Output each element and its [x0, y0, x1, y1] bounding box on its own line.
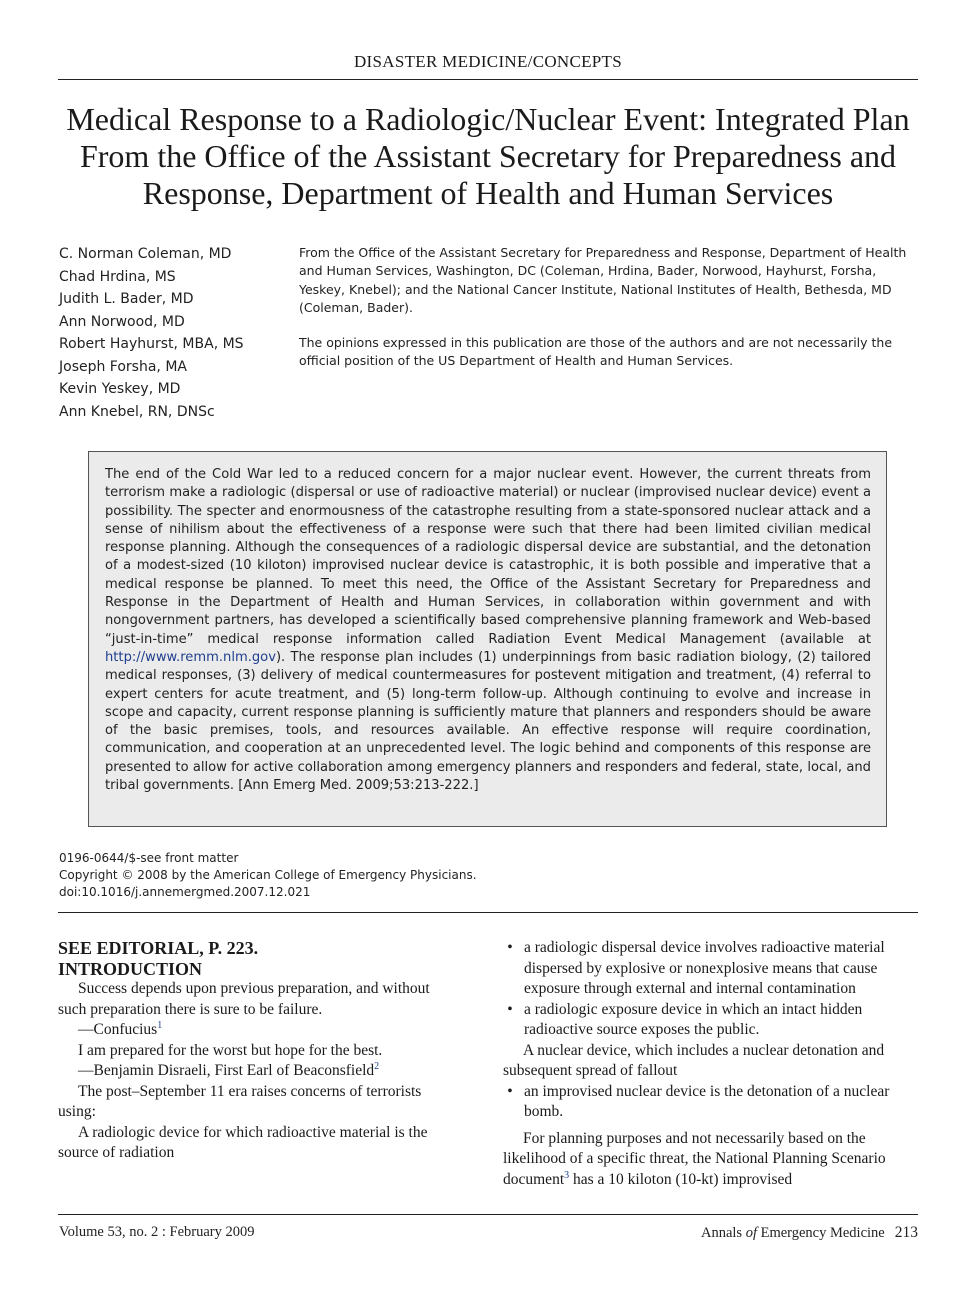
see-editorial-link[interactable]: SEE EDITORIAL, P. 223.: [58, 938, 259, 958]
journal-info: [701, 1224, 918, 1242]
section-label: DISASTER MEDICINE/CONCEPTS: [353, 52, 622, 71]
article-title: Medical Response to a Radiologic/Nuclear Event: Integrated Plan From the Office of the Assistant Secretary for Preparedness and Response, Department of Health and Human Services: [66, 101, 910, 211]
body-paragraph: A nuclear device, which includes a nuclear detonation and subsequent spread of fallout: [503, 1041, 885, 1079]
author: Joseph Forsha, MA: [59, 358, 187, 375]
disclaimer-text: The opinions expressed in this publication are those of the authors and are not necessarily the official position of the US Department of Health and Human Services.: [299, 335, 893, 369]
paragraph-text: For planning purposes and not necessarily based on the likelihood of a specific threat, the National Planning Scenario document: [503, 1129, 886, 1188]
author: Ann Knebel, RN, DNSc: [59, 403, 215, 420]
bullet-icon: •: [507, 939, 513, 956]
volume-info: Volume 53, no. 2 : February 2009: [59, 1224, 255, 1240]
bullet-icon: •: [507, 1082, 513, 1100]
author: Judith L. Bader, MD: [59, 291, 194, 307]
journal-name-part: Emergency Medicine: [756, 1225, 885, 1241]
right-column: [503, 938, 903, 1190]
author: Kevin Yeskey, MD: [59, 381, 181, 397]
remm-link[interactable]: http://www.remm.nlm.gov: [105, 649, 276, 665]
bullet-text: a radiologic dispersal device involves radioactive material dispersed by explosive or nonexplosive means that cause exposure through external and internal contamination: [524, 939, 885, 997]
doi-line: doi:10.1016/j.annemergmed.2007.12.021: [59, 884, 311, 899]
body-paragraph: [503, 1129, 903, 1191]
abstract-text-part1: The end of the Cold War led to a reduced concern for a major nuclear event. However, the current threats from terrorism make a radiologic (dispersal or use of radioactive material) or nuclear (improvised nuclear device) event a possibility. The specter and enormousness of the catastrophe resulting from a state-sponsored nuclear attack and a sense of nihilism about the effectiveness of a response were such that there had been limited civilian medical response planning. Although the consequences of a radiologic dispersal device are substantial, and the detonation of a modest-sized (10 kiloton) improvised nuclear device is catastrophic, it is both possible and imperative that a medical response be planned. To meet this need, the Office of the Assistant Secretary for Preparedness and Response in the Department of Health and Human Services, in collaboration within government and with nongovernment partners, has developed a scientifically based comprehensive planning framework and Web-based “just-in-time” medical response information called Radiation Event Medical Management (available at: [105, 467, 871, 647]
affiliation-text: From the Office of the Assistant Secretary for Preparedness and Response, Department of Health and Human Services, Washington, DC (Coleman, Hrdina, Bader, Norwood, Hayhurst, Forsha, Yeskey, Knebel); and the National Cancer Institute, National Institutes of Health, Bethesda, MD (Coleman, Bader).: [299, 245, 907, 315]
paragraph-text: has a 10 kiloton (10-kt) improvised: [569, 1170, 793, 1188]
introduction-heading: INTRODUCTION: [58, 958, 203, 979]
reference-marker[interactable]: 2: [374, 1060, 380, 1072]
abstract-box: [88, 451, 887, 827]
quote-attribution: [58, 1061, 450, 1082]
bullet-item: [503, 1000, 903, 1041]
bullet-item: [503, 938, 903, 1000]
reference-marker[interactable]: 3: [564, 1169, 570, 1181]
header-rule: [58, 79, 918, 80]
journal-name-of: of: [745, 1225, 757, 1241]
front-matter: [59, 850, 559, 900]
bullet-icon: •: [507, 1000, 513, 1018]
bullet-item: [503, 1082, 903, 1123]
quote-confucius: Success depends upon previous preparation, and without such preparation there is sure to be failure.: [58, 980, 430, 1018]
body-paragraph: A radiologic device for which radioactive material is the source of radiation: [58, 1123, 428, 1161]
author-list: [59, 243, 289, 423]
left-column: [58, 938, 450, 1164]
frontmatter-rule: [58, 912, 918, 913]
journal-name-part: Annals: [700, 1225, 746, 1241]
page-number: 213: [894, 1224, 918, 1241]
reference-marker[interactable]: 1: [157, 1019, 163, 1031]
author: Chad Hrdina, MS: [59, 268, 176, 285]
attribution-text: —Confucius: [78, 1021, 158, 1038]
author: Robert Hayhurst, MBA, MS: [59, 336, 244, 352]
abstract-text-part2: ). The response plan includes (1) underpinnings from basic radiation biology, (2) tailored medical responses, (3) delivery of medical countermeasures for postevent mitigation and treatment, (4) referral to expert centers for acute treatment, and (5) long-term follow-up. Although continuing to evolve and increase in scope and capacity, current response planning is sufficiently mature that planners and responders should be aware of the basic premises, tools, and resources available. An effective response will require coordination, communication, and cooperation at an unprecedented level. The logic behind and components of this response are presented to allow for active collaboration among emergency planners and responders and federal, state, local, and tribal governments. [Ann Emerg Med. 2009;53:213-222.]: [105, 649, 871, 794]
affiliation-block: [299, 244, 911, 388]
quote-disraeli: I am prepared for the worst but hope for the best.: [78, 1041, 383, 1059]
attribution-text: —Benjamin Disraeli, First Earl of Beaconsfield: [78, 1062, 375, 1079]
body-paragraph: The post–September 11 era raises concerns of terrorists using:: [58, 1082, 422, 1120]
footer-rule: [58, 1214, 918, 1215]
quote-attribution: [58, 1020, 450, 1041]
issn-line: 0196-0644/$-see front matter: [59, 851, 239, 865]
copyright-line: Copyright © 2008 by the American College of Emergency Physicians.: [59, 867, 477, 882]
author: C. Norman Coleman, MD: [59, 246, 232, 262]
bullet-text: an improvised nuclear device is the detonation of a nuclear bomb.: [524, 1082, 890, 1120]
author: Ann Norwood, MD: [59, 313, 185, 330]
bullet-text: a radiologic exposure device in which an intact hidden radioactive source exposes the public.: [524, 1000, 863, 1038]
